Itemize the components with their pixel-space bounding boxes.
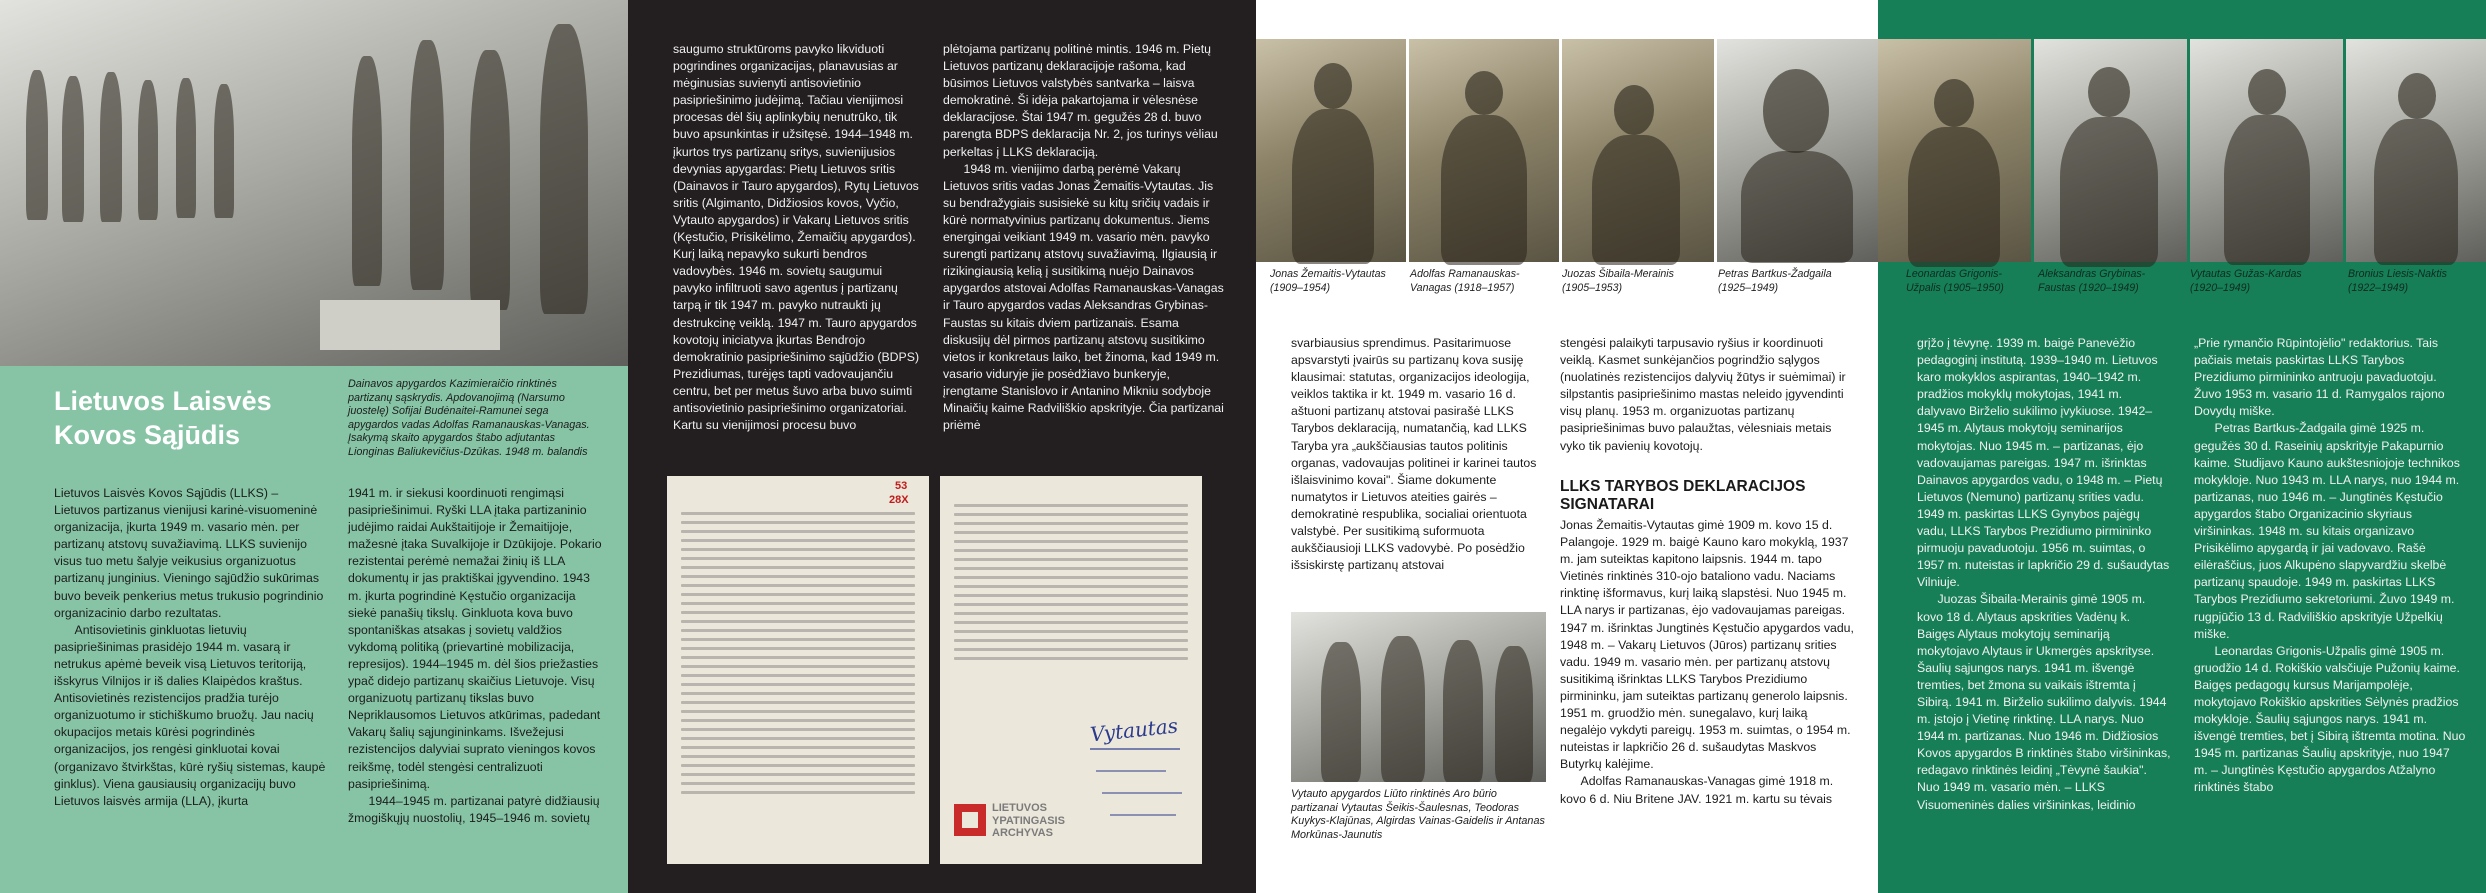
- portrait-grigonis: [1878, 39, 2031, 262]
- archive-logo-text: LIETUVOS YPATINGASIS ARCHYVAS: [992, 802, 1065, 839]
- partisans-group-photo: [1291, 612, 1546, 782]
- panel-history: [628, 0, 1256, 893]
- archive-logo-mark: [954, 804, 986, 836]
- history-column-2: plėtojama partizanų politinė mintis. 1946 m. Pietų Lietuvos partizanų deklaracijoje rašoma, kad būsimos Lietuvos valstybės santvarka – laisva demokratinė. Ši idėja pakartojama ir vėlesnėse deklaracijose. Štai 1947 m. gegužės 28 d. buvo parengta BDPS deklaracija Nr. 2, jos turinys vėliau perkeltas į LLKS deklaraciją. 1948 m. vienijimo darbą perėmė Vakarų Lietuvos sritis vadas Jonas Žemaitis-Vytautas. Jis su bendražygiais susisiekė su kitų sričių vadais ir kūrė normatyvinius partizanų dokumentus. Jiems energingai veikiant 1949 m. vasario mėn. pavyko surengti partizanų atstovų suvažiavimą. Ilgiausią ir rizikingiausią kelią į susitikimą nuėjo Dainavos apygardos atstovai Adolfas Ramanauskas-Vanagas ir Tauro apygardos vadas Aleksandras Grybinas-Faustas su kitais dviem partizanais. Esama diskusijų dėl pirmos partizanų atstovų susitikimo vietos ir konkretaus laiko, bet žinoma, kad 1949 m. vasario viduryje jie posėdžiavo bunkeryje, įrengtame Stanislovo ir Antanino Mikniu sodyboje Minaičių kaime Radviliškio apskrityje. Čia partizanai priėmė: [943, 42, 1224, 433]
- partisan-ceremony-photo: [0, 0, 628, 366]
- signature: Vytautas: [1088, 713, 1180, 747]
- panel-biographies: [1878, 0, 2486, 893]
- archive-logo: [954, 800, 1074, 842]
- panel-signatories: [1256, 0, 1878, 893]
- portrait-caption-bartkus: Petras Bartkus-Žadgaila (1925–1949): [1718, 268, 1832, 294]
- doc-stamp: 28X: [889, 494, 909, 506]
- biographies-column-2: „Prie rymančio Rūpintojėlio" redaktorius. Tais pačiais metais paskirtas LLKS Tarybos Prezidiumo pirmininko antruoju pavaduotoju. Žuvo 1953 m. vasario 11 d. Ramygalos rajono Dovydų miške. Petras Bartkus-Žadgaila gimė 1925 m. gegužės 30 d. Raseinių apskrityje Pakapurnio kaime. Studijavo Kauno aukštesniojoje technikos mokykloje. Nuo 1943 m. LLA narys, nuo 1944 m. partizanas, nuo 1946 m. – Jungtinės Kęstučio apygardos štabo Organizacinio skyriaus viršininkas. 1948 m. su kitais organizavo Prisikėlimo apygardą ir jai vadovavo. Rašė eilėraščius, juos Alkupėno slapyvardžiu skelbė partizanų spaudoje. 1949 m. paskirtas LLKS Tarybos Prezidiumo sekretoriumi. Žuvo 1949 m. rugpjūčio 13 d. Radviliškio apskrityje Užpelkių miške. Leonardas Grigonis-Užpalis gimė 1905 m. gruodžio 14 d. Rokiškio valsčiuje Pužonių kaime. Baigęs pedagogų kursus Marijampolėje, mokytojavo Rokiškio apskrities Sėlynės pradžios mokykloje. Šaulių sąjungos narys. 1941 m. išvengė tremties, bet į Sibirą ištremta motina. Nuo 1945 m. partizanas Šaulių apskrityje, nuo 1947 m. – Jungtinės Kęstučio apygardos Atžalyno rinktinės štabo: [2194, 336, 2466, 795]
- portrait-zemaitis: [1256, 39, 1406, 262]
- portrait-caption-sibaila: Juozas Šibaila-Merainis (1905–1953): [1562, 268, 1674, 294]
- portrait-caption-liesis: Bronius Liesis-Naktis (1922–1949): [2348, 268, 2447, 294]
- portrait-bartkus: [1717, 39, 1878, 262]
- signatories-column-1: svarbiausius sprendimus. Pasitarimuose apsvarstyti įvairūs su partizanų kova susiję klausimai: statutas, organizacijos ideologija, veiklos taktika ir kt. 1949 m. vasario 16 d. aštuoni partizanų atstovai pasirašė LLKS Tarybos deklaraciją, numatančią, kad LLKS Taryba yra „aukščiausias tautos politinis organas, vadovaujas politinei ir karinei tautos išlaisvinimo kovai". Šiame dokumente numatytos ir Lietuvos ateities gairės – demokratinė respublika, socialiai orientuota valstybė. Per susitikimą suformuota aukščiausioji LLKS vadovybė. Po posėdžio išsiskirstę partizanų atstovai: [1291, 336, 1540, 573]
- intro-column-2: 1941 m. ir siekusi koordinuoti rengimąsi pasipriešinimui. Ryški LLA įtaka partizaninio judėjimo raidai Aukštaitijoje ir Žemaitijoje, mažesnė įtaka Suvalkijoje ir Dzūkijoje. Pokario rezistentai perėmė nemažai žinių iš LLA dokumentų ir jas praktiškai įgyvendino. 1943 m. įkurta pogrindinė Kęstučio organizacija siekė panašių tikslų. Ginkluota kova buvo spontaniškas atsakas į sovietų valdžios vykdomą politiką (prievartinė mobilizacija, represijos). 1944–1945 m. dėl šios priežasties ypač didejo partizanų skaičius Lietuvoje. Visų organizuotų partizanų tikslas buvo Nepriklausomos Lietuvos atkūrimas, padedant Vakarų šalių sąjungininkams. Išvežejusi rezistencijos dalyviai suprato vieningos kovos reikšmę, todėl stengėsi centralizuoti pasipriešinimą. 1944–1945 m. partizanai patyrė didžiausių žmogiškųjų nuostolių, 1945–1946 m. sovietų: [348, 486, 602, 825]
- signatories-column-2-bios: Jonas Žemaitis-Vytautas gimė 1909 m. kovo 15 d. Palangoje. 1929 m. baigė Kauno karo mokyklą, 1937 m. jam suteiktas kapitono laipsnis. 1944 m. tapo Vietinės rinktinės 310-ojo bataliono vadu. Naciams rinktinę išformavus, kurį laiką slapstėsi. Nuo 1945 m. LLA narys ir partizanas, ėjo vadovaujamas pareigas. 1947 m. išrinktas Jungtinės Kęstučio apygardos vadu, 1948 m. – Vakarų Lietuvos (Jūros) partizanų srities vadu. 1949 m. vasario mėn. per partizanų atstovų susitikimą išrinktas LLKS Tarybos Prezidiumo pirmininku, jam suteiktas partizanų generolo laipsnis. 1951 m. gruodžio mėn. sunegalavo, kurį laiką negalėjo vykdyti pareigų. 1953 m. suimtas, o 1954 m. nuteistas ir lapkričio 26 d. sušaudytas Maskvos Butyrkų kalėjime. Adolfas Ramanauskas-Vanagas gimė 1918 m. kovo 6 d. Niu Britene JAV. 1921 m. kartu su tėvais: [1560, 518, 1854, 806]
- declaration-document-page-1: [667, 476, 929, 864]
- portrait-caption-grigonis: Leonardas Grigonis- Užpalis (1905–1950): [1906, 268, 2004, 294]
- portrait-caption-zemaitis: Jonas Žemaitis-Vytautas (1909–1954): [1270, 268, 1386, 294]
- doc-page-number: 53: [895, 480, 908, 492]
- intro-column-1: Lietuvos Laisvės Kovos Sąjūdis (LLKS) – Lietuvos partizanus vienijusi karinė-visuomeninė organizacija, įkurta 1949 m. vasario mėn. per partizanų atstovų suvažiavimą. LLKS suvienijo visus tuo metu šalyje veikusius organizuotus partizanų junginius. Vieningo sąjūdžio sukūrimas buvo beveik penkerius metus trukusio pogrindinio organizacinio darbo rezultatas. Antisovietinis ginkluotas lietuvių pasipriešinimas prasidėjo 1944 m. vasarą ir netrukus apėmė beveik visą Lietuvos teritoriją, išskyrus Vilnijos ir iš dalies Klaipėdos kraštus. Antisovietinės rezistencijos pradžia turėjo organizuotumo ir stichiškumo bruožų. Jau nacių okupacijos metais kūrėsi pogrindinės organizacijos, jos rengėsi ginkluotai kovai (organizavo štvirkštas, kūrė ryšių sistemas, kaupė ginklus). Viena gausiausių organizacijų buvo Lietuvos laisvės armija (LLA), įkurta: [54, 486, 326, 808]
- page-title: Lietuvos Laisvės Kovos Sąjūdis: [54, 386, 272, 450]
- history-column-1: saugumo struktūroms pavyko likviduoti pogrindines organizacijas, planavusias ar mėginusias suvienyti antisovietinio pasipriešinimo judėjimą. Tačiau vienijimosi procesas dėl šių aplinkybių nenutrūko, tik buvo apsunkintas ir užsitęsė. 1944–1948 m. įkurtos trys partizanų sritys, suvienijusios devynias apygardas: Pietų Lietuvos sritis (Dainavos ir Tauro apygardos), Rytų Lietuvos sritis (Algimanto, Didžiosios kovos, Vyčio, Vytauto apygardos) ir Vakarų Lietuvos sritis (Kęstučio, Prisikėlimo, Žemaičių apygardos). Kurį laiką nepavyko sukurti bendros vadovybės. 1946 m. sovietų saugumui pavyko infiltruoti savo agentus į partizanų tarpą ir tik 1947 m. pavyko nutraukti jų destrukcinę veiklą. 1947 m. Tauro apygardos kovotojų iniciatyva įkurtas Bendrojo demokratinio pasipriešinimo sąjūdžio (BDPS) Prezidiumas, turėjęs tapti vadovaujančiu centru, bet per metus šuvo arba buvo suimti antisovietinio pasipriešinimo organizatoriai. Kartu su vienijimosi procesu buvo: [673, 42, 923, 433]
- signatories-column-2-intro: stengėsi palaikyti tarpusavio ryšius ir koordinuoti veiklą. Kasmet sunkėjančios pogrindžio sąlygos (nuolatinės rezistencijos dalyvių žūtys ir suėmimai) ir silpstantis pasipriešinimo mastas neleido įgyvendinti visų planų. 1953 m. organizuotas partizanų pasipriešinimas buvo palaužtas, vėlesniais metais vyko tik pavienių kovotojų.: [1560, 336, 1850, 453]
- portrait-caption-ramanauskas: Adolfas Ramanauskas- Vanagas (1918–1957): [1410, 268, 1520, 294]
- portrait-ramanauskas: [1409, 39, 1559, 262]
- portrait-caption-grybinas: Aleksandras Grybinas- Faustas (1920–1949): [2038, 268, 2146, 294]
- signatories-heading: LLKS TARYBOS DEKLARACIJOS SIGNATARAI: [1560, 478, 1806, 513]
- portrait-grybinas: [2034, 39, 2187, 262]
- photo-caption: Dainavos apygardos Kazimieraičio rinktinės partizanų sąskrydis. Apdovanojimą (Narsumo juostelę) Sofijai Budėnaitei-Ramunei sega apygardos vadas Adolfas Ramanauskas-Vanagas. Įsakymą skaito apygardos štabo adjutantas Lionginas Baliukevičius-Dzūkas. 1948 m. balandis: [348, 378, 590, 458]
- portrait-liesis: [2346, 39, 2486, 262]
- biographies-column-1: grįžo į tėvynę. 1939 m. baigė Panevėžio pedagoginį institutą. 1939–1940 m. Lietuvos karo mokyklos aspirantas, 1940–1942 m. pradžios mokyklų mokytojas, 1941 m. dalyvavo Birželio sukilimo įvykiuose. 1942–1945 m. Alytaus mokytojų seminarijos mokytojas. Nuo 1945 m. – partizanas, ėjo vadovaujamas pareigas. 1947 m. išrinktas Dainavos apygardos vadu, o 1948 m. – Pietų Lietuvos (Nemuno) partizanų srities vadu. 1949 m. paskirtas LLKS Gynybos pajėgų vadu, LLKS Tarybos Prezidiumo pirmininko pirmuoju pavaduotoju. 1956 m. suimtas, o 1957 m. nuteistas ir lapkričio 29 d. sušaudytas Vilniuje. Juozas Šibaila-Merainis gimė 1905 m. kovo 18 d. Alytaus apskrities Vadėnų k. Baigęs Alytaus mokytojų seminariją mokytojavo Alytaus ir Ukmergės apskrityse. Šaulių sąjungos narys. 1941 m. išvengė tremties, bet žmona su vaikais ištremta į Sibirą. 1941 m. Birželio sukilimo dalyvis. 1944 m. įstojo į Vietinę rinktinę. LLA narys. Nuo 1944 m. partizanas. Nuo 1946 m. Didžiosios Kovos apygardos B rinktinės štabo viršininkas, redagavo rinktinės leidinį „Tėvynė šaukia". Nuo 1949 m. vasario mėn. – LLKS Visuomeninės dalies viršininkas, leidinio: [1917, 336, 2171, 812]
- portrait-sibaila: [1562, 39, 1714, 262]
- portrait-guzas: [2190, 39, 2343, 262]
- panel-intro: [0, 0, 628, 893]
- portrait-caption-guzas: Vytautas Gužas-Kardas (1920–1949): [2190, 268, 2302, 294]
- group-photo-caption: Vytauto apygardos Liūto rinktinės Aro būrio partizanai Vytautas Šeikis-Šaulesnas, Teodoras Kuykys-Klajūnas, Algirdas Vainas-Gaidelis ir Antanas Morkūnas-Jaunutis: [1291, 788, 1545, 841]
